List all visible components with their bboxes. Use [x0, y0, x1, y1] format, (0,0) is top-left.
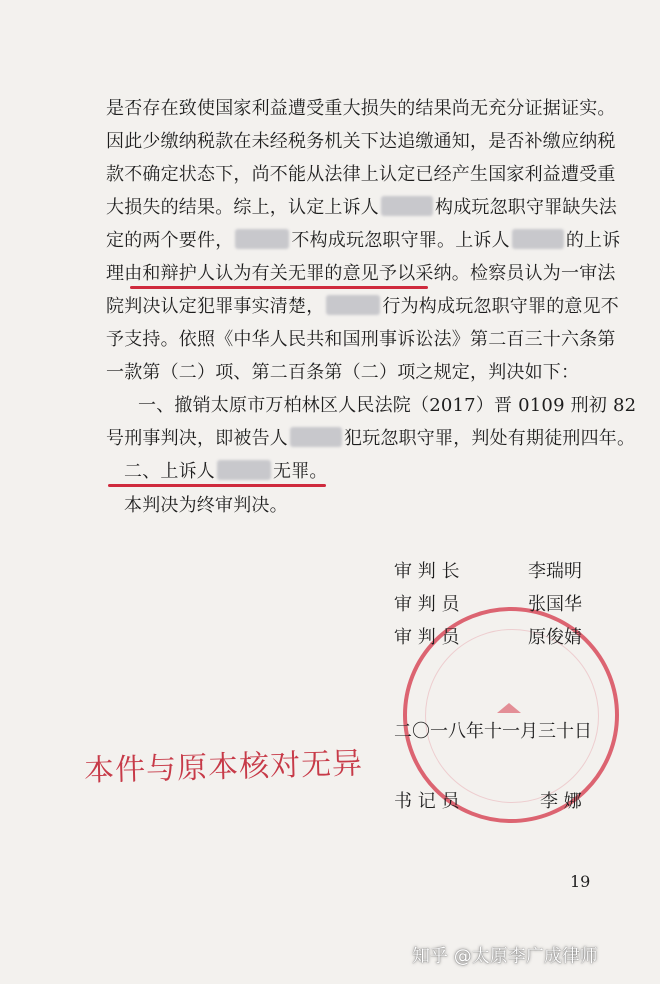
- text: 号刑事判决，即被告人: [106, 428, 288, 449]
- text: 理由和辩护人认为有关无罪的意见予以采纳。检察员认为一审法: [106, 263, 616, 284]
- text: 定的两个要件，: [106, 230, 234, 251]
- text: 因此少缴纳税款在未经税务机关下达追缴通知，是否补缴应纳税: [106, 131, 616, 152]
- text-line-9: [106, 361, 579, 385]
- text-line-1: [106, 97, 616, 121]
- text: 犯玩忽职守罪，判处有期徒刑四年。: [344, 428, 636, 449]
- text: 款不确定状态下，尚不能从法律上认定已经产生国家利益遭受重: [106, 164, 616, 185]
- certification-stamp: 本件与原本核对无异: [83, 746, 364, 789]
- seal-star-icon: [497, 703, 521, 713]
- final-judgment: [124, 494, 288, 518]
- signature-role: 书 记 员: [394, 791, 460, 812]
- text: 是否存在致使国家利益遭受重大损失的结果尚无充分证据证实。: [106, 98, 616, 119]
- text: 的上诉: [565, 230, 621, 251]
- signature-judge-2: [394, 626, 582, 650]
- text-line-8: [106, 328, 616, 352]
- text-line-7: [106, 295, 619, 319]
- redacted-name: [512, 229, 564, 249]
- text: 予支持。依照《中华人民共和国刑事诉讼法》第二百三十六条第: [106, 329, 616, 350]
- verdict-item-1-line-1: [138, 394, 636, 418]
- signature-name: 张国华: [528, 594, 582, 615]
- redacted-name: [290, 427, 342, 447]
- text-line-2: [106, 130, 616, 154]
- text-line-3: [106, 163, 616, 187]
- signature-role: 审 判 长: [394, 561, 460, 582]
- redacted-name: [217, 460, 271, 480]
- redacted-name: [326, 295, 380, 315]
- verdict-item-1-line-2: [106, 427, 635, 451]
- verdict-item-2: [124, 460, 328, 484]
- watermark: 知乎 @太原李广成律师: [412, 946, 598, 967]
- text: 大损失的结果。综上，认定上诉人: [106, 197, 379, 218]
- underline-acquittal: [108, 484, 326, 487]
- signature-name: 原俊婧: [528, 627, 582, 648]
- signature-role: 审 判 员: [394, 594, 460, 615]
- text: 二、上诉人: [124, 461, 215, 482]
- underline-defense-adopted: [130, 286, 428, 289]
- text: 构成玩忽职守罪缺失法: [435, 197, 617, 218]
- text: 无罪。: [273, 461, 328, 482]
- text: 一款第（二）项、第二百条第（二）项之规定，判决如下：: [106, 362, 580, 383]
- signature-judge-1: [394, 593, 582, 617]
- judgment-date: [394, 720, 592, 744]
- seal-inner-ring: [425, 629, 599, 803]
- text: 一、撤销太原市万柏林区人民法院（2017）晋 0109 刑初 82: [138, 395, 637, 416]
- date-text: 二〇一八年十一月三十日: [394, 721, 592, 742]
- page-number: 19: [570, 872, 591, 891]
- text-line-5: [106, 229, 620, 253]
- text-line-6: [106, 262, 616, 286]
- signature-name: 李瑞明: [528, 561, 582, 582]
- text: 不构成玩忽职守罪。上诉人: [291, 230, 510, 251]
- signature-presiding-judge: [394, 560, 582, 584]
- text: 行为构成玩忽职守罪的意见不: [382, 296, 620, 317]
- redacted-name: [381, 196, 433, 216]
- signature-clerk: [394, 790, 582, 814]
- signature-name: 李 娜: [540, 791, 582, 812]
- text: 院判决认定犯罪事实清楚，: [106, 296, 325, 317]
- signature-role: 审 判 员: [394, 627, 460, 648]
- text-line-4: [106, 196, 617, 220]
- redacted-name: [235, 229, 289, 249]
- text: 本判决为终审判决。: [124, 495, 288, 516]
